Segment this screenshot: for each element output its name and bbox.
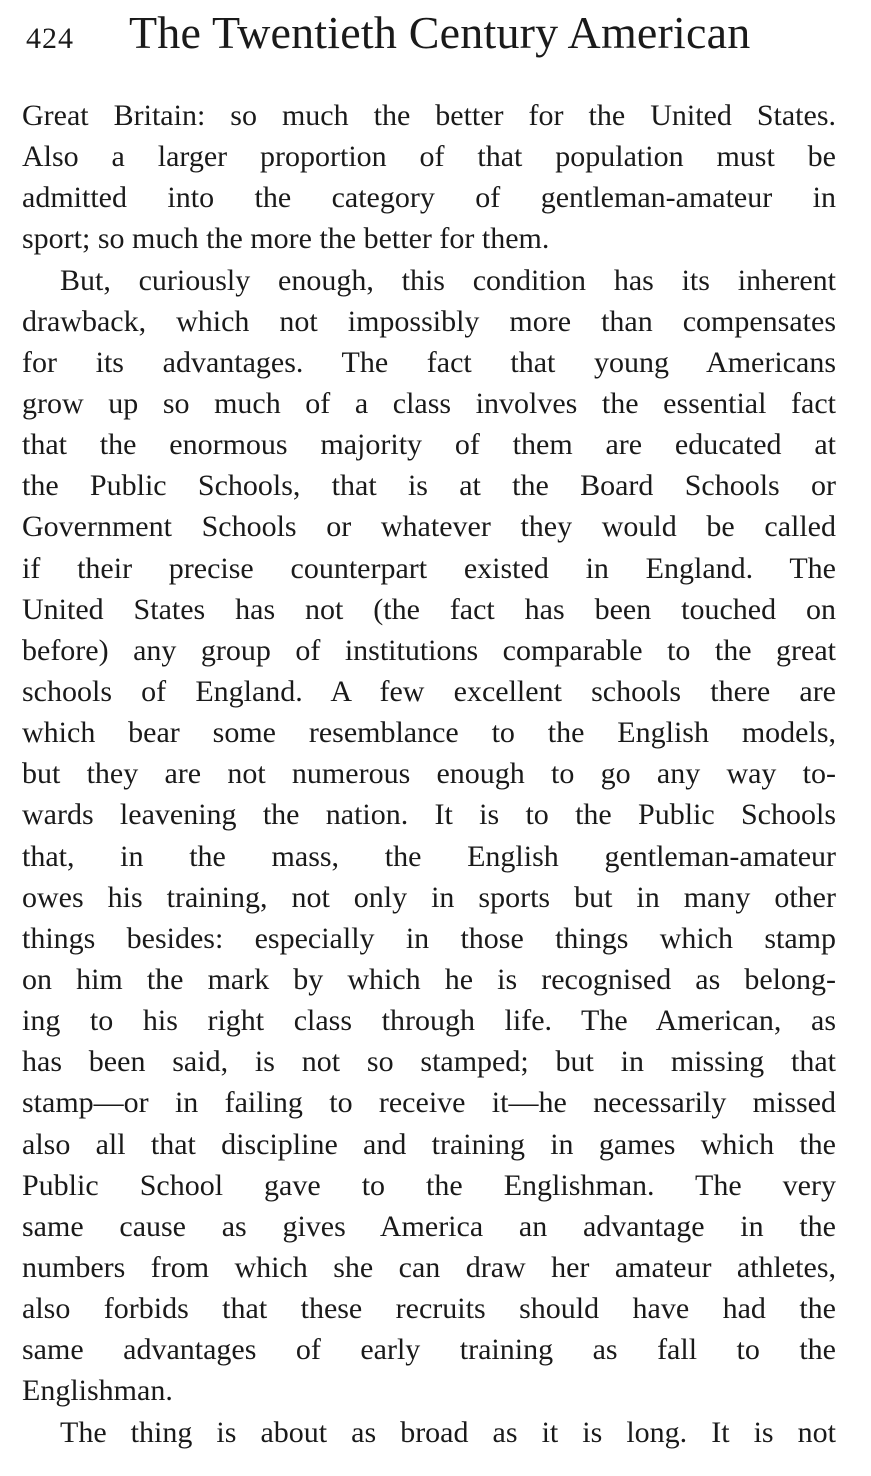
text-line: ing to his right class through life. The American, as xyxy=(22,1004,836,1038)
text-line: if their precise counterpart existed in England. The xyxy=(22,551,836,585)
running-title: The Twentieth Century American xyxy=(129,7,751,58)
text-line: stamp—or in failing to receive it—he necessarily missed xyxy=(22,1086,836,1120)
text-line: also all that discipline and training in games which the xyxy=(22,1127,836,1161)
text-line: that, in the mass, the English gentleman-amateur xyxy=(22,839,836,873)
text-line: on him the mark by which he is recognised as belong- xyxy=(22,962,836,996)
body-text xyxy=(22,95,836,1453)
text-line: has been said, is not so stamped; but in missing that xyxy=(22,1045,836,1079)
text-line: owes his training, not only in sports but in many other xyxy=(22,880,836,914)
text-line: drawback, which not impossibly more than compensates xyxy=(22,304,836,338)
text-line: Also a larger proportion of that population must be xyxy=(22,140,836,174)
text-line: Government Schools or whatever they would be called xyxy=(22,510,836,544)
text-line: Great Britain: so much the better for the United States. xyxy=(22,99,836,132)
running-head xyxy=(26,6,846,60)
text-line: United States has not (the fact has been touched on xyxy=(22,592,836,626)
text-line: before) any group of institutions comparable to the great xyxy=(22,633,836,667)
text-line: same cause as gives America an advantage in the xyxy=(22,1209,836,1243)
text-line: numbers from which she can draw her amateur athletes, xyxy=(22,1250,836,1284)
page-number: 424 xyxy=(26,22,74,55)
text-line: also forbids that these recruits should have had the xyxy=(22,1292,836,1326)
text-line: admitted into the category of gentleman-amateur in xyxy=(22,181,836,215)
text-line: But, curiously enough, this condition has its inherent xyxy=(60,263,836,297)
text-line: Englishman. xyxy=(22,1374,173,1408)
text-line: wards leavening the nation. It is to the Public Schools xyxy=(22,798,836,832)
text-line: The thing is about as broad as it is long. It is not xyxy=(60,1415,836,1449)
text-line: the Public Schools, that is at the Board Schools or xyxy=(22,469,836,503)
text-line: for its advantages. The fact that young Americans xyxy=(22,345,836,379)
text-line: Public School gave to the Englishman. The very xyxy=(22,1168,836,1202)
text-line: which bear some resemblance to the English models, xyxy=(22,716,836,750)
text-line: sport; so much the more the better for them. xyxy=(22,222,550,256)
text-line: things besides: especially in those things which stamp xyxy=(22,921,836,955)
text-line: same advantages of early training as fall to the xyxy=(22,1333,836,1367)
text-line: but they are not numerous enough to go any way to- xyxy=(22,757,836,791)
text-line: schools of England. A few excellent schools there are xyxy=(22,674,836,708)
text-line: that the enormous majority of them are educated at xyxy=(22,428,836,462)
text-line: grow up so much of a class involves the essential fact xyxy=(22,386,836,420)
